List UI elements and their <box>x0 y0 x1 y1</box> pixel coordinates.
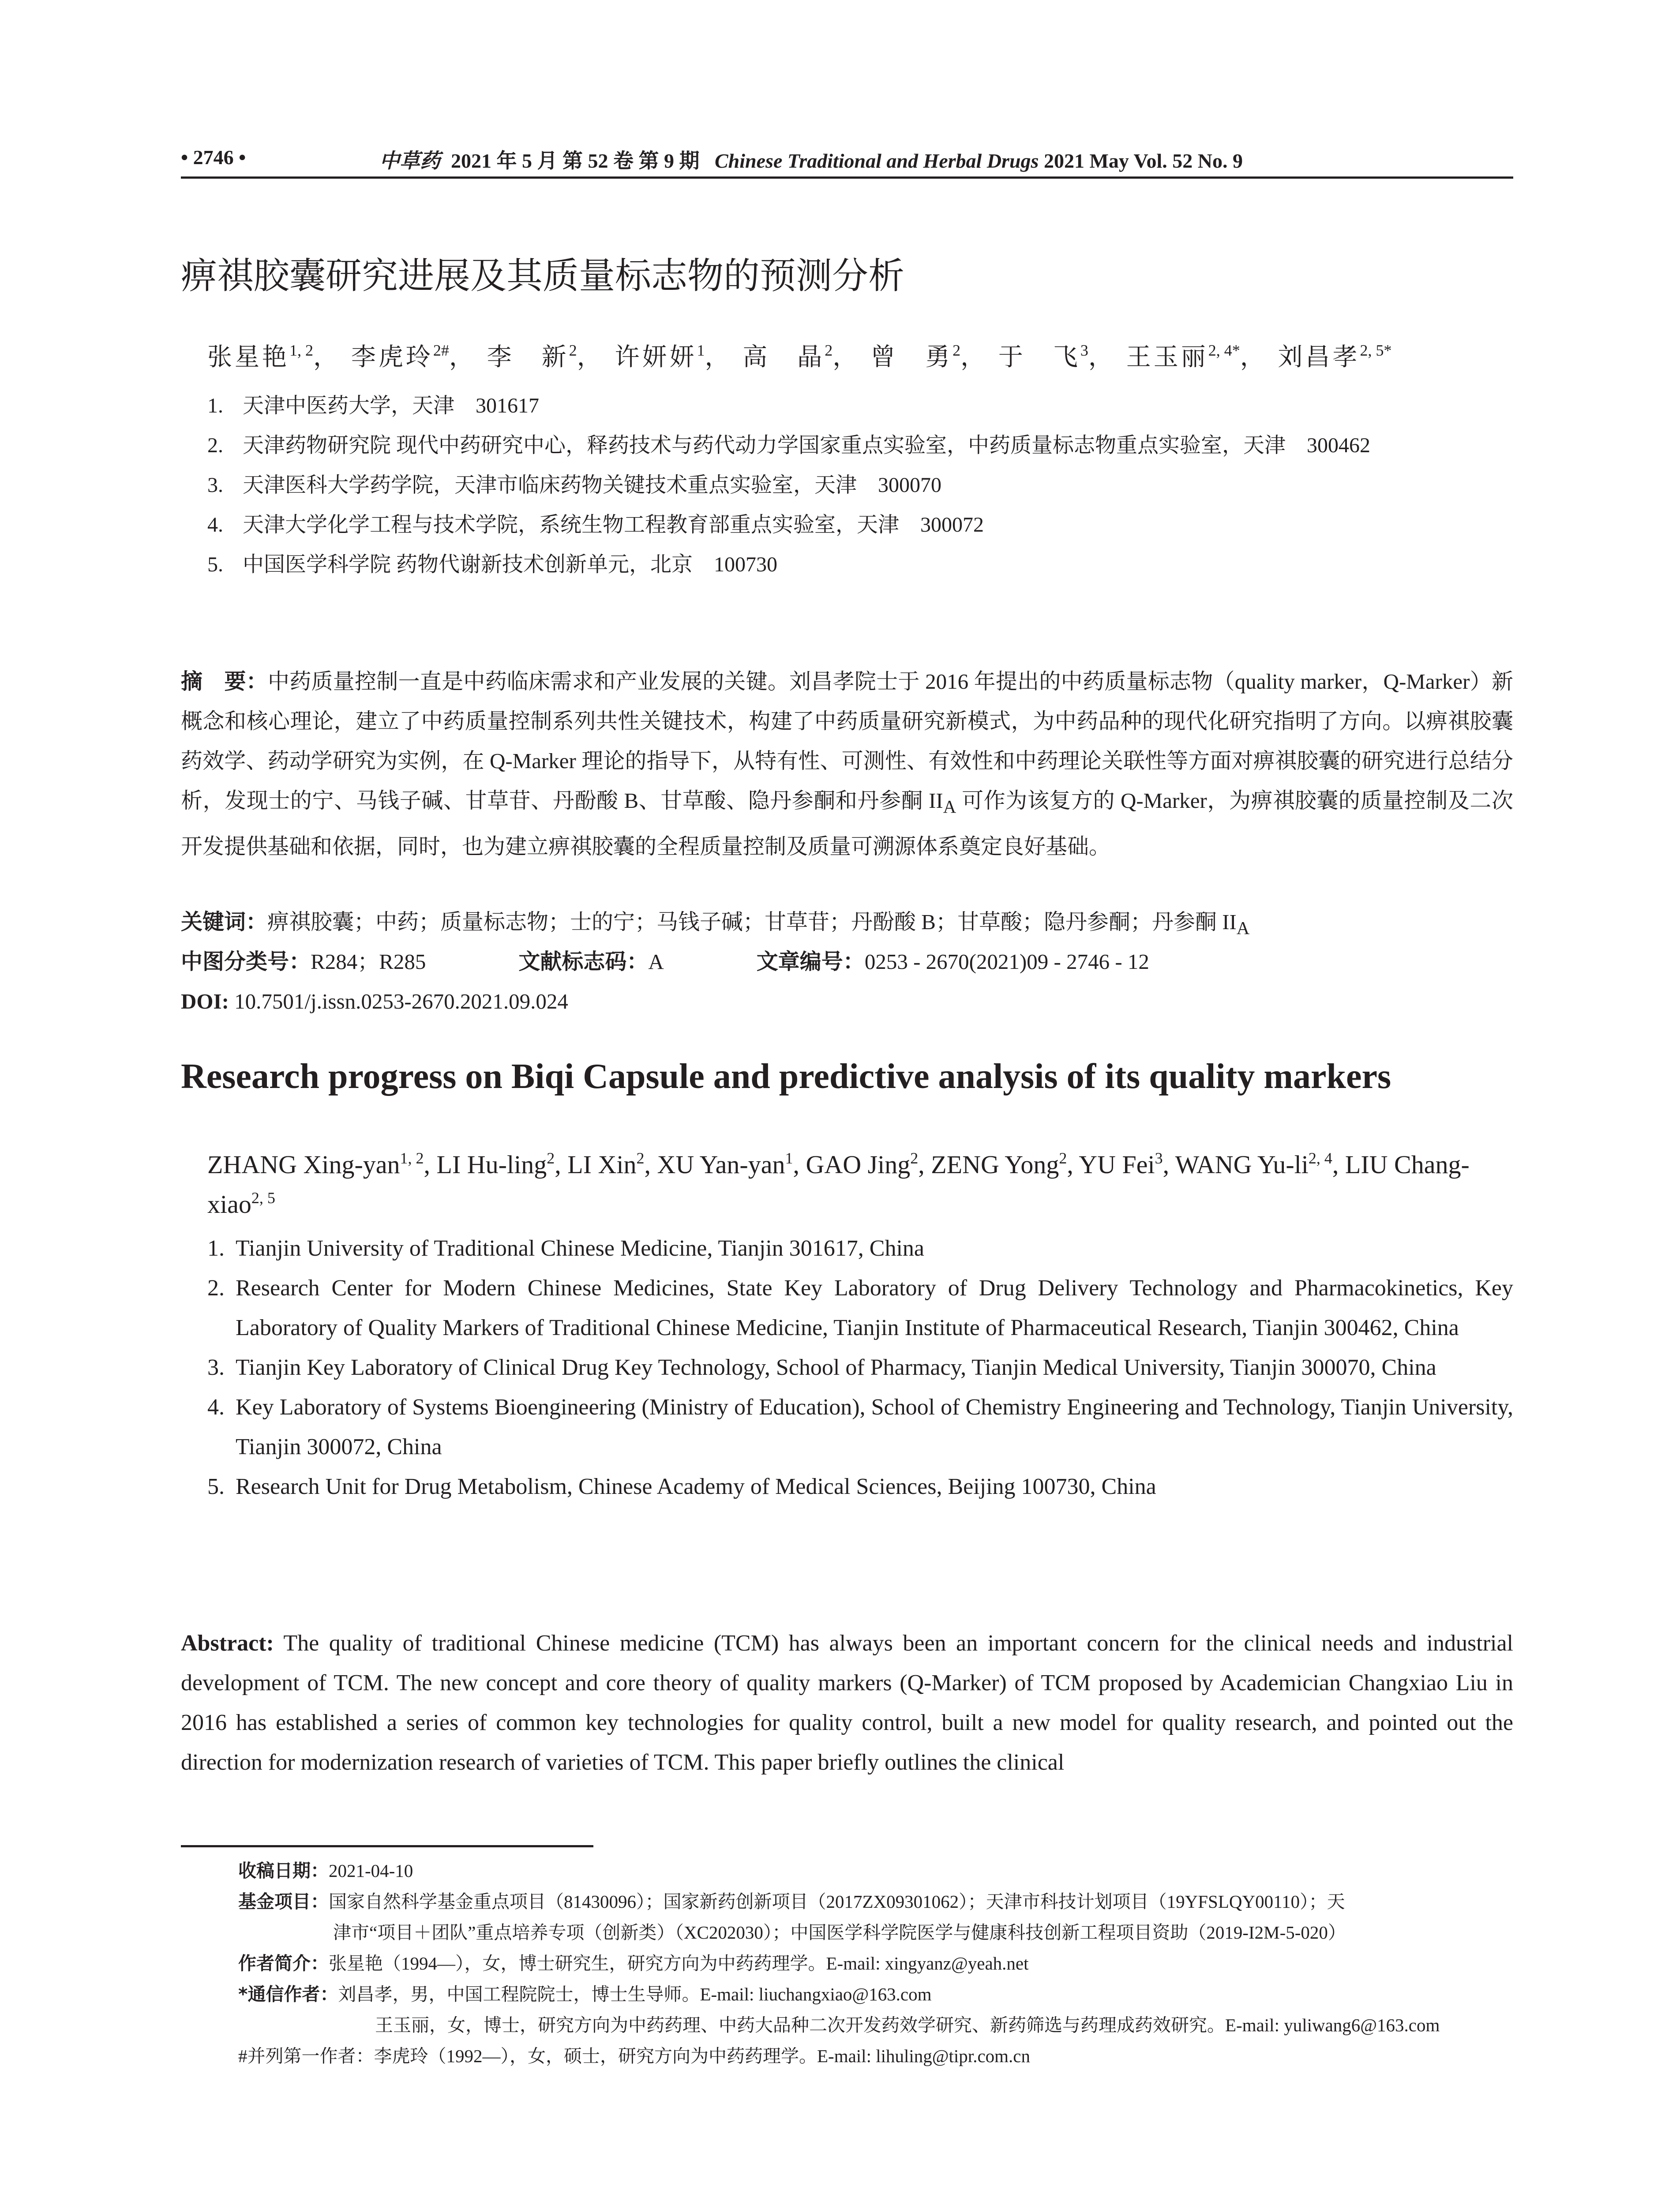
affiliation-en <box>207 1467 1513 1507</box>
affiliation-text: 天津大学化学工程与技术学院，系统生物工程教育部重点实验室，天津 300072 <box>243 513 984 536</box>
doc-code-value: A <box>648 949 664 974</box>
author-en: YU Fei <box>1079 1150 1155 1179</box>
abstract-cn <box>181 662 1513 867</box>
footnote-cofirst <box>238 2041 1513 2071</box>
affiliation-cn <box>207 505 1509 545</box>
journal-name-cn: 中草药 <box>379 149 440 173</box>
affiliation-text: 中国医学科学院 药物代谢新技术创新单元，北京 100730 <box>243 553 778 576</box>
title-en: Research progress on Biqi Capsule and predictive analysis of its quality markers <box>181 1057 1391 1096</box>
abstract-cn-label: 摘 要： <box>181 669 268 694</box>
affiliation-number: 3. <box>207 473 223 497</box>
footnote-corresponding <box>238 1979 1513 2010</box>
author-en-sup: 1 <box>785 1149 793 1167</box>
abstract-en-label: Abstract: <box>181 1631 274 1656</box>
abstract-en <box>181 1624 1513 1782</box>
article-number-label: 文章编号： <box>756 949 865 974</box>
affiliation-en <box>207 1348 1513 1388</box>
author-en: ZENG Yong <box>931 1150 1059 1179</box>
abstract-cn-subscript: A <box>943 796 956 817</box>
keywords-cn <box>181 902 1513 948</box>
affiliation-number: 2. <box>207 1276 225 1301</box>
corresponding-value-2: 王玉丽，女，博士，研究方向为中药药理、中药大品种二次开发药效学研究、新药筛选与药理成药效研究。E-mail: yuliwang6@163.com <box>375 2015 1440 2035</box>
author-en-sup: 2 <box>547 1149 555 1167</box>
authors-cn: 张星艳$^{1, 2}$， 李虎玲$^{2\#}$， 李 新$^2$， 许妍妍$^1$， 高 晶$^2$， 曾 勇$^2$， 于 飞$^3$， 王玉丽$^{2, 4*}$， 刘昌孝$^{2, 5*}$ <box>207 341 1392 371</box>
author-cn: 刘昌孝 <box>1278 343 1360 371</box>
abstract-cn-text: 中药质量控制一直是中药临床需求和产业发展的关键。刘昌孝院士于 2016 年提出的中药质量标志物（quality marker，Q-Marker）新概念和核心理论，建立了中药质量控制系列共性关键技术，构建了中药质量研究新模式，为中药品种的现代化研究指明了方向。以痹祺胶囊药效学、药动学研究为实例，在 Q-Marker 理论的指导下，从特有性、可测性、有效性和中药理论关联性等方面对痹祺胶囊的研究进行总结分析，发现士的宁、马钱子碱、甘草苷、丹酚酸 B、甘草酸、隐丹参酮和丹参酮 II <box>181 669 1513 813</box>
author-en-sup: 2 <box>910 1149 919 1167</box>
author-cn: 王玉丽 <box>1126 343 1208 371</box>
journal-name-en: Chinese Traditional and Herbal Drugs <box>715 150 1039 172</box>
author-cn-sup: 2# <box>433 341 449 359</box>
affiliations-cn <box>207 386 1509 585</box>
keywords-cn-subscript: A <box>1236 918 1250 938</box>
footnote-fund <box>238 1886 1513 1917</box>
abstract-en-text: The quality of traditional Chinese medicine (TCM) has always been an important concern for the clinical needs and industrial development of TCM. The new concept and core theory of quality markers (Q-Marker) of TCM proposed by Academician Changxiao Liu in 2016 has established a series of common key technologies for quality control, built a new model for quality research, and pointed out the direction for modernization research of varieties of TCM. This paper briefly outlines the clinical <box>181 1631 1513 1775</box>
author-en: ZHANG Xing-yan <box>207 1150 400 1179</box>
author-cn-sup: 2 <box>569 341 577 359</box>
footnotes <box>238 1855 1513 2071</box>
affiliation-text: 天津药物研究院 现代中药研究中心，释药技术与药代动力学国家重点实验室，中药质量标志物重点实验室，天津 300462 <box>243 434 1371 457</box>
cofirst-label: #并列第一作者： <box>238 2046 374 2066</box>
author-cn: 曾 勇 <box>870 343 953 371</box>
corresponding-label: *通信作者： <box>238 1984 338 2005</box>
footnote-corresponding-2 <box>238 2010 1513 2041</box>
author-cn: 高 晶 <box>742 343 825 371</box>
received-label: 收稿日期： <box>238 1860 329 1881</box>
issue-cn: 2021 年 5 月 第 52 卷 第 9 期 <box>451 150 700 172</box>
affiliation-text: 天津医科大学药学院，天津市临床药物关键技术重点实验室，天津 300070 <box>243 473 942 497</box>
author-cn-sup: 1, 2 <box>289 341 313 359</box>
header-rule <box>181 176 1513 179</box>
keywords-cn-label: 关键词： <box>181 909 268 934</box>
page-number: • 2746 • <box>181 146 246 169</box>
doi-value[interactable]: 10.7501/j.issn.0253-2670.2021.09.024 <box>234 989 568 1013</box>
author-cn-sup: 1 <box>697 341 705 359</box>
author-cn-sup: 2 <box>825 341 833 359</box>
cofirst-value: 李虎玲（1992—），女，硕士，研究方向为中药药理学。E-mail: lihuling@tipr.com.cn <box>374 2046 1030 2066</box>
author-cn-sup: 2 <box>952 341 961 359</box>
author-en-sup: 3 <box>1155 1149 1163 1167</box>
author-cn: 许妍妍 <box>615 343 697 371</box>
footnote-bio <box>238 1948 1513 1979</box>
author-en-sup: 2 <box>1059 1149 1067 1167</box>
affiliation-number: 5. <box>207 553 223 576</box>
author-en: WANG Yu-li <box>1175 1150 1309 1179</box>
affiliation-en <box>207 1229 1513 1268</box>
author-en-sup: 2, 4 <box>1308 1149 1332 1167</box>
author-cn-sup: 3 <box>1080 341 1088 359</box>
affiliation-cn <box>207 465 1509 505</box>
clc-value: R284；R285 <box>311 949 426 974</box>
author-en: XU Yan-yan <box>657 1150 785 1179</box>
affiliation-cn <box>207 426 1509 465</box>
author-cn: 于 飞 <box>998 343 1080 371</box>
affiliation-number: 3. <box>207 1355 225 1380</box>
author-cn-sup: 2, 4* <box>1208 341 1240 359</box>
bio-label: 作者简介： <box>238 1953 329 1974</box>
affiliation-en <box>207 1388 1513 1467</box>
received-value: 2021-04-10 <box>329 1861 413 1881</box>
affiliations-en <box>207 1229 1513 1507</box>
journal-issue-line <box>379 145 1243 174</box>
title-cn: 痹祺胶囊研究进展及其质量标志物的预测分析 <box>181 255 905 297</box>
doc-code-label: 文献标志码： <box>518 949 649 974</box>
author-cn: 李 新 <box>487 343 569 371</box>
author-en: LIU Chang-xiao <box>207 1150 1470 1219</box>
footnote-received <box>238 1855 1513 1886</box>
affiliation-number: 5. <box>207 1474 225 1499</box>
footnote-rule <box>181 1845 593 1847</box>
affiliation-en <box>207 1268 1513 1348</box>
author-cn: 张星艳 <box>207 343 289 371</box>
affiliation-cn <box>207 386 1509 426</box>
article-number-value: 0253 - 2670(2021)09 - 2746 - 12 <box>864 949 1149 974</box>
doi-line <box>181 982 568 1021</box>
author-en: LI Hu-ling <box>436 1150 547 1179</box>
keywords-cn-text: 痹祺胶囊；中药；质量标志物；士的宁；马钱子碱；甘草苷；丹酚酸 B；甘草酸；隐丹参酮；丹参酮 II <box>267 910 1237 934</box>
issue-en: 2021 May Vol. 52 No. 9 <box>1043 150 1243 172</box>
author-en: GAO Jing <box>806 1150 911 1179</box>
author-cn-sup: 2, 5* <box>1360 341 1392 359</box>
affiliation-text: 天津中医药大学，天津 301617 <box>243 394 540 417</box>
affiliation-number: 1. <box>207 1236 225 1261</box>
author-en-sup: 2, 5 <box>251 1189 275 1207</box>
author-cn: 李虎玲 <box>351 343 433 371</box>
affiliation-number: 4. <box>207 513 223 536</box>
running-header <box>181 141 1513 176</box>
authors-en: ZHANG Xing-yan$^{1, 2}$, LI Hu-ling$^2$, LI Xin$^2$, XU Yan-yan$^1$, GAO Jing$^2$, ZENG Yong$^2$, YU Fei$^3$, WANG Yu-li$^{2, 4}$, LIU Chang-xiao$^{2, 5}$ <box>207 1149 1470 1219</box>
affiliation-text: Key Laboratory of Systems Bioengineering (Ministry of Education), School of Chemistry Engineering and Technology, Tianjin University, Tianjin 300072, China <box>236 1395 1513 1459</box>
author-en: LI Xin <box>567 1150 637 1179</box>
clc-label: 中图分类号： <box>181 949 311 974</box>
fund-line-1: 国家自然科学基金重点项目（81430096）；国家新药创新项目（2017ZX09301062）；天津市科技计划项目（19YFSLQY00110）；天 <box>329 1891 1345 1912</box>
affiliation-number: 2. <box>207 434 223 457</box>
affiliation-text: Tianjin University of Traditional Chinese Medicine, Tianjin 301617, China <box>236 1236 924 1261</box>
affiliation-cn <box>207 545 1509 585</box>
bio-value: 张星艳（1994—），女，博士研究生，研究方向为中药药理学。E-mail: xingyanz@yeah.net <box>329 1953 1029 1973</box>
abstract-cn-text-cont: 可作为该复方的 Q-Marker，为痹祺胶囊的质量控制及二次开发提供基础和依据，同时，也为建立痹祺胶囊的全程质量控制及质量可溯源体系奠定良好基础。 <box>181 788 1513 859</box>
doi-label: DOI: <box>181 989 229 1013</box>
corresponding-value-1: 刘昌孝，男，中国工程院院士，博士生导师。E-mail: liuchangxiao@163.com <box>338 1984 932 2004</box>
fund-line-2: 津市“项目＋团队”重点培养专项（创新类）（XC202030）；中国医学科学院医学与健康科技创新工程项目资助（2019-I2M-5-020） <box>333 1922 1346 1943</box>
affiliation-number: 4. <box>207 1395 225 1420</box>
affiliation-text: Research Unit for Drug Metabolism, Chinese Academy of Medical Sciences, Beijing 100730, China <box>236 1474 1156 1499</box>
footnote-fund-cont <box>238 1917 1513 1948</box>
author-en-sup: 2 <box>636 1149 645 1167</box>
affiliation-number: 1. <box>207 394 223 417</box>
affiliation-text: Tianjin Key Laboratory of Clinical Drug Key Technology, School of Pharmacy, Tianjin Medical University, Tianjin 300070, China <box>236 1355 1436 1380</box>
affiliation-text: Research Center for Modern Chinese Medicines, State Key Laboratory of Drug Delivery Technology and Pharmacokinetics, Key Laboratory of Quality Markers of Traditional Chinese Medicine, Tianjin Institute of Pharmaceutical Research, Tianjin 300462, China <box>236 1276 1513 1340</box>
fund-label: 基金项目： <box>238 1891 329 1912</box>
author-en-sup: 1, 2 <box>400 1149 424 1167</box>
classification-line <box>181 942 1149 982</box>
